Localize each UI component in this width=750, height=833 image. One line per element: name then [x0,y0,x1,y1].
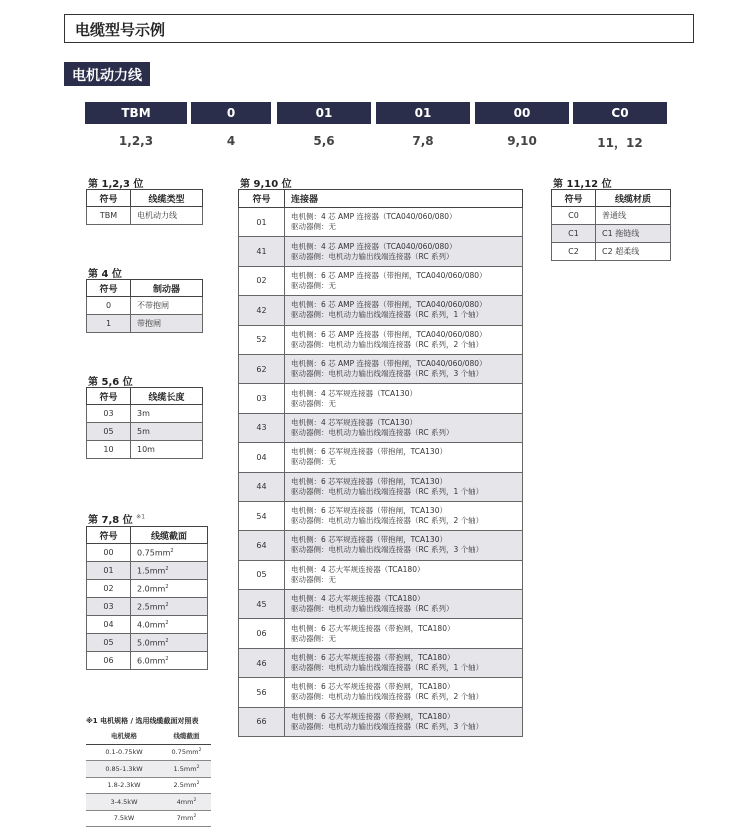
cell-symbol: 66 [239,707,285,736]
table-cable-type [86,189,203,225]
cell-connector [285,413,523,442]
cell-motor-spec: 0.1-0.75kW [86,744,162,761]
cell-symbol: 06 [87,652,131,670]
motor-side-text: 电机侧：4 芯军规连接器（TCA130） [291,417,417,427]
page-title: 电缆型号示例 [64,14,694,43]
title-text: 第 7,8 位 [88,515,133,526]
driver-side-text: 驱动器侧：无 [291,222,336,232]
motor-side-text: 电机侧：6 芯 AMP 连接器（带抱闸，TCA040/060/080） [291,300,487,310]
table-row [239,325,523,354]
code-box-2: 0 [191,102,271,124]
cell-value: $6.0mm^2$ [131,652,208,670]
cell-symbol: 02 [239,266,285,295]
table-row [239,354,523,383]
header-cable-length: 线缆长度 [131,388,203,405]
motor-side-text: 电机侧：6 芯大军规连接器（带抱闸，TCA180） [291,711,455,721]
motor-side-text: 电机侧：4 芯军规连接器（TCA130） [291,388,417,398]
cell-value: 普通线 [596,207,671,225]
cell-symbol: 06 [239,619,285,648]
table-cable-length [86,387,203,459]
cell-value: C2 超柔线 [596,243,671,261]
header-symbol: 符号 [87,280,131,297]
cell-connector [285,237,523,266]
table-row [87,441,203,459]
cell-symbol: 45 [239,590,285,619]
header-symbol: 符号 [87,527,131,544]
table-row [87,207,203,225]
cell-symbol: 01 [239,208,285,237]
code-box-5: 00 [475,102,569,124]
cell-connector [285,619,523,648]
cell-connector [285,590,523,619]
motor-side-text: 电机侧：6 芯 AMP 连接器（带抱闸，TCA040/060/080） [291,270,487,280]
cell-symbol: 10 [87,441,131,459]
cell-connector [285,208,523,237]
driver-side-text: 驱动器侧：电机动力输出线端连接器（RC 系列，1 个轴） [291,486,484,496]
header-cable-section: 线缆截面 [131,527,208,544]
table-row [86,810,211,827]
cell-connector [285,296,523,325]
header-cable-material: 线缆材质 [596,190,671,207]
table-row [239,266,523,295]
cell-value: $1.5mm^2$ [131,562,208,580]
header-symbol: 符号 [552,190,596,207]
table-cable-section [86,526,208,670]
cell-symbol: 04 [239,443,285,472]
cell-motor-spec: 3-4.5kW [86,794,162,811]
motor-side-text: 电机侧：4 芯 AMP 连接器（TCA040/060/080） [291,241,457,251]
table-row [87,562,208,580]
header-cable-type: 线缆类型 [131,190,203,207]
table-title-pos123: 第 1,2,3 位 [88,179,144,190]
table-row [86,761,211,778]
driver-side-text: 驱动器侧：电机动力输出线端连接器（RC 系列） [291,251,454,261]
cell-symbol: 41 [239,237,285,266]
table-row [87,315,203,333]
table-connector [238,189,523,737]
cell-connector [285,472,523,501]
code-position-4: 7,8 [412,134,434,148]
table-row [552,207,671,225]
header-symbol: 符号 [239,190,285,208]
table-row [239,237,523,266]
header-brake: 制动器 [131,280,203,297]
table-row [86,777,211,794]
driver-side-text: 驱动器侧：无 [291,633,336,643]
motor-side-text: 电机侧：6 芯军规连接器（带抱闸，TCA130） [291,506,447,516]
motor-side-text: 电机侧：6 芯大军规连接器（带抱闸，TCA180） [291,623,455,633]
cell-connector [285,648,523,677]
motor-side-text: 电机侧：6 芯 AMP 连接器（带抱闸，TCA040/060/080） [291,359,487,369]
table-row [239,707,523,736]
motor-side-text: 电机侧：4 芯大军规连接器（TCA180） [291,564,425,574]
header-symbol: 符号 [87,388,131,405]
driver-side-text: 驱动器侧：电机动力输出线端连接器（RC 系列） [291,604,454,614]
cell-symbol: 04 [87,616,131,634]
cell-value: 10m [131,441,203,459]
table-motor-cable-reference [86,728,211,827]
table-row [239,678,523,707]
cell-connector [285,707,523,736]
cell-value: 3m [131,405,203,423]
driver-side-text: 驱动器侧：电机动力输出线端连接器（RC 系列，1 个轴） [291,663,484,673]
section-title: 电机动力线 [64,62,150,86]
table-row [239,443,523,472]
cell-symbol: 42 [239,296,285,325]
note-table-title: ※1 电机规格 / 选用线缆截面对照表 [86,717,199,725]
cell-cable-section: $4mm^2$ [162,794,211,811]
code-position-5: 9,10 [507,134,537,148]
header-motor-spec: 电机规格 [86,728,162,744]
cell-connector [285,678,523,707]
motor-side-text: 电机侧：4 芯大军规连接器（TCA180） [291,594,425,604]
note-mark: ※1 [136,513,146,521]
table-title-pos910: 第 9,10 位 [240,179,292,190]
header-connector: 连接器 [285,190,523,208]
table-brake [86,279,203,333]
cell-connector [285,266,523,295]
cell-symbol: 03 [87,598,131,616]
table-row [239,560,523,589]
motor-side-text: 电机侧：6 芯大军规连接器（带抱闸，TCA180） [291,682,455,692]
table-row [87,580,208,598]
cell-symbol: C0 [552,207,596,225]
cell-value: $5.0mm^2$ [131,634,208,652]
motor-side-text: 电机侧：6 芯军规连接器（带抱闸，TCA130） [291,535,447,545]
cell-connector [285,443,523,472]
cell-cable-section: $7mm^2$ [162,810,211,827]
motor-side-text: 电机侧：6 芯军规连接器（带抱闸，TCA130） [291,476,447,486]
cell-symbol: 05 [87,634,131,652]
driver-side-text: 驱动器侧：无 [291,574,336,584]
table-row [239,590,523,619]
cell-value: 不带抱闸 [131,297,203,315]
table-row [87,297,203,315]
cell-symbol: 46 [239,648,285,677]
table-row [239,648,523,677]
table-row [552,243,671,261]
cell-symbol: 05 [239,560,285,589]
cell-cable-section: $2.5mm^2$ [162,777,211,794]
table-row [239,501,523,530]
table-row [239,531,523,560]
cell-connector [285,325,523,354]
motor-side-text: 电机侧：6 芯军规连接器（带抱闸，TCA130） [291,447,447,457]
cell-value: $2.5mm^2$ [131,598,208,616]
cell-symbol: 56 [239,678,285,707]
cell-connector [285,384,523,413]
cell-symbol: 43 [239,413,285,442]
cell-value: $2.0mm^2$ [131,580,208,598]
table-row [86,794,211,811]
cell-symbol: 05 [87,423,131,441]
cell-symbol: 44 [239,472,285,501]
cell-motor-spec: 0.85-1.3kW [86,761,162,778]
table-row [87,544,208,562]
cell-connector [285,354,523,383]
table-title-pos56: 第 5,6 位 [88,377,133,388]
table-title-pos1112: 第 11,12 位 [553,179,612,190]
cell-connector [285,501,523,530]
cell-value: $0.75mm^2$ [131,544,208,562]
cell-symbol: 1 [87,315,131,333]
cell-symbol: 54 [239,501,285,530]
cell-symbol: 64 [239,531,285,560]
table-row [87,598,208,616]
code-box-6: C0 [573,102,667,124]
driver-side-text: 驱动器侧：电机动力输出线端连接器（RC 系列） [291,427,454,437]
driver-side-text: 驱动器侧：无 [291,398,336,408]
driver-side-text: 驱动器侧：无 [291,280,336,290]
driver-side-text: 驱动器侧：电机动力输出线端连接器（RC 系列，2 个轴） [291,339,484,349]
table-row [87,616,208,634]
code-box-1: TBM [85,102,187,124]
table-row [239,619,523,648]
motor-side-text: 电机侧：6 芯 AMP 连接器（带抱闸，TCA040/060/080） [291,329,487,339]
table-row [87,652,208,670]
cell-symbol: 62 [239,354,285,383]
code-box-3: 01 [277,102,371,124]
code-position-2: 4 [226,134,236,148]
cell-symbol: TBM [87,207,131,225]
cell-value: C1 拖链线 [596,225,671,243]
table-row [239,296,523,325]
table-row [87,423,203,441]
driver-side-text: 驱动器侧：电机动力输出线端连接器（RC 系列，2 个轴） [291,516,484,526]
cell-connector [285,560,523,589]
table-row [87,405,203,423]
cell-motor-spec: 7.5kW [86,810,162,827]
cell-symbol: 0 [87,297,131,315]
cell-value: 电机动力线 [131,207,203,225]
cell-symbol: 02 [87,580,131,598]
code-position-3: 5,6 [313,134,335,148]
cell-symbol: 03 [239,384,285,413]
table-row [239,208,523,237]
driver-side-text: 驱动器侧：电机动力输出线端连接器（RC 系列，3 个轴） [291,545,484,555]
code-box-4: 01 [376,102,470,124]
cell-value: $4.0mm^2$ [131,616,208,634]
motor-side-text: 电机侧：4 芯 AMP 连接器（TCA040/060/080） [291,212,457,222]
cell-symbol: 00 [87,544,131,562]
cell-symbol: 52 [239,325,285,354]
cell-symbol: C2 [552,243,596,261]
table-row [552,225,671,243]
table-row [239,413,523,442]
driver-side-text: 驱动器侧：电机动力输出线端连接器（RC 系列，1 个轴） [291,310,484,320]
driver-side-text: 驱动器侧：电机动力输出线端连接器（RC 系列，2 个轴） [291,692,484,702]
cell-connector [285,531,523,560]
cell-motor-spec: 1.8-2.3kW [86,777,162,794]
cell-cable-section: $1.5mm^2$ [162,761,211,778]
table-row [86,744,211,761]
code-position-1: 1,2,3 [118,134,154,148]
table-row [239,384,523,413]
cell-cable-section: $0.75mm^2$ [162,744,211,761]
table-row [87,634,208,652]
cell-value: 带抱闸 [131,315,203,333]
cell-value: 5m [131,423,203,441]
header-symbol: 符号 [87,190,131,207]
table-title-pos78 [88,511,145,526]
code-position-6: 11，12 [597,136,643,150]
table-cable-material [551,189,671,261]
cell-symbol: 03 [87,405,131,423]
driver-side-text: 驱动器侧：电机动力输出线端连接器（RC 系列，3 个轴） [291,721,484,731]
driver-side-text: 驱动器侧：电机动力输出线端连接器（RC 系列，3 个轴） [291,369,484,379]
table-row [239,472,523,501]
cell-symbol: C1 [552,225,596,243]
header-cable-section: 线缆截面 [162,728,211,744]
table-title-pos4: 第 4 位 [88,269,122,280]
driver-side-text: 驱动器侧：无 [291,457,336,467]
cell-symbol: 01 [87,562,131,580]
motor-side-text: 电机侧：6 芯大军规连接器（带抱闸，TCA180） [291,653,455,663]
